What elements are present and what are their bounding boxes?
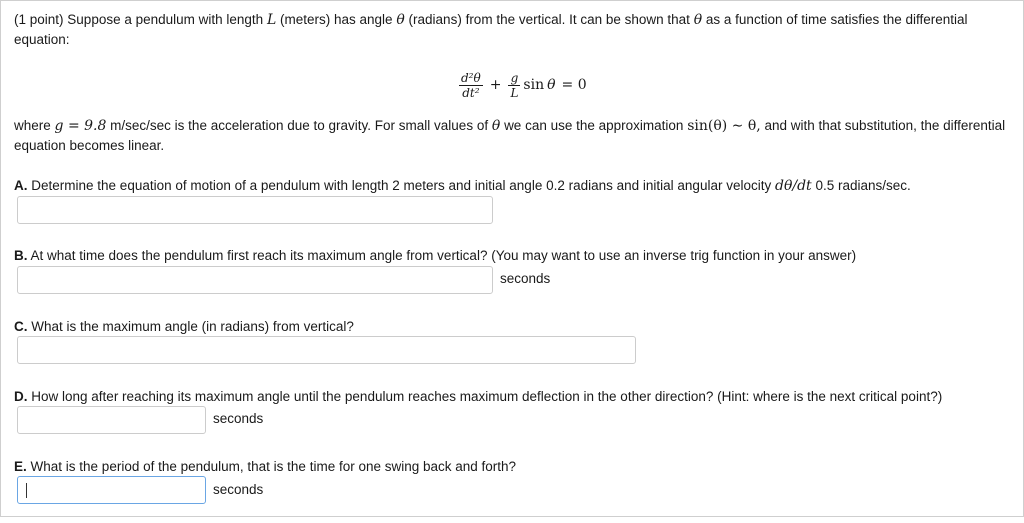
problem-intro — [14, 10, 1014, 49]
where-text-b: m/sec/sec is the acceleration due to gravity. For small values of — [110, 118, 489, 133]
intro-text-a: Suppose a pendulum with length — [67, 12, 264, 27]
fraction-numerator: g — [510, 70, 519, 85]
unit-seconds: seconds — [213, 482, 264, 497]
unit-seconds: seconds — [500, 271, 551, 286]
math-dtheta-dt: dθ/dt — [774, 178, 812, 194]
g-over-L-fraction — [508, 71, 520, 100]
fraction-numerator: d²θ — [461, 70, 481, 85]
answer-d-input[interactable] — [17, 406, 206, 434]
question-b — [14, 247, 856, 265]
unit-seconds: seconds — [213, 411, 264, 426]
answer-b-input[interactable] — [17, 266, 493, 294]
question-letter: E. — [14, 459, 27, 474]
second-derivative-fraction — [459, 71, 483, 100]
question-letter: C. — [14, 319, 28, 334]
answer-e-input[interactable] — [17, 476, 206, 504]
where-text-c: we can use the approximation — [504, 118, 684, 133]
question-letter: B. — [14, 248, 28, 263]
question-text: At what time does the pendulum first reach its maximum angle from vertical? (You may want to use an inverse trig function in your answer) — [30, 248, 857, 263]
question-a — [14, 177, 911, 195]
math-L: L — [266, 12, 277, 28]
question-c — [14, 318, 354, 336]
question-d — [14, 388, 942, 406]
answer-c-input[interactable] — [17, 336, 636, 364]
where-text-a: where — [14, 118, 51, 133]
question-e — [14, 458, 516, 476]
intro-text-d: as a function of time satisfies the differential equation: — [14, 12, 968, 47]
text-caret — [26, 483, 27, 498]
plus-sign: + — [489, 77, 502, 93]
intro-text-b: (meters) has angle — [280, 12, 393, 27]
fraction-denominator: dt² — [462, 85, 480, 100]
intro-text-c: (radians) from the vertical. It can be shown that — [408, 12, 690, 27]
equals-zero: = 0 — [561, 77, 587, 93]
fraction-denominator: L — [510, 85, 519, 100]
math-theta: θ — [491, 118, 501, 134]
points-label: (1 point) — [14, 12, 64, 27]
question-text-b: 0.5 radians/sec. — [815, 178, 911, 193]
differential-equation — [457, 65, 587, 105]
math-theta: θ — [396, 12, 405, 28]
math-g-value: g = 9.8 — [54, 118, 107, 134]
question-letter: A. — [14, 178, 28, 193]
math-approximation: sin(θ) ∼ θ, — [687, 118, 761, 134]
question-letter: D. — [14, 389, 28, 404]
math-theta: θ — [693, 12, 703, 28]
question-text: Determine the equation of motion of a pendulum with length 2 meters and initial angle 0.2 radians and initial angular velocity — [31, 178, 772, 193]
answer-a-input[interactable] — [17, 196, 493, 224]
question-text: How long after reaching its maximum angle until the pendulum reaches maximum deflection in the other direction? (Hint: where is the next critical point?) — [31, 389, 943, 404]
where-paragraph — [14, 116, 1014, 156]
question-text: What is the maximum angle (in radians) from vertical? — [31, 319, 354, 334]
sin-function: sin — [523, 77, 545, 93]
math-theta: θ — [547, 77, 556, 93]
where-text-d: and with that substitution, the differential equation becomes linear. — [14, 118, 1006, 153]
question-text: What is the period of the pendulum, that is the time for one swing back and forth? — [30, 459, 517, 474]
